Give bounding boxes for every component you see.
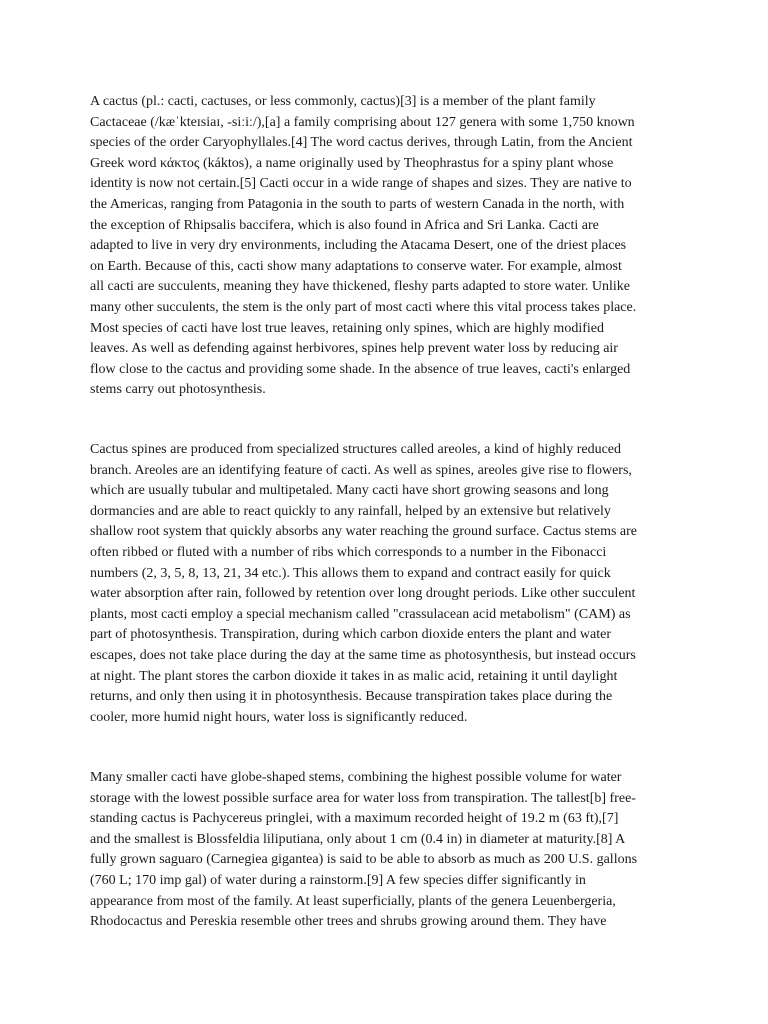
- text-line: flow close to the cactus and providing some shade. In the absence of true leaves, cacti's enlarged: [90, 361, 631, 377]
- text-line: appearance from most of the family. At least superficially, plants of the genera Leuenbergeria,: [90, 893, 616, 909]
- text-line: identity is now not certain.[5] Cacti occur in a wide range of shapes and sizes. They are native to: [90, 176, 632, 192]
- text-line: Greek word κάκτος (káktos), a name originally used by Theophrastus for a spiny plant whose: [90, 155, 614, 171]
- text-line: the exception of Rhipsalis baccifera, which is also found in Africa and Sri Lanka. Cacti are: [90, 217, 599, 233]
- text-line: and the smallest is Blossfeldia liliputiana, only about 1 cm (0.4 in) in diameter at maturity.[8] A: [90, 831, 626, 847]
- paragraph-spines: [90, 440, 680, 728]
- text-line: storage with the lowest possible surface area for water loss from transpiration. The tallest[b] free-: [90, 790, 636, 806]
- text-line: at night. The plant stores the carbon dioxide it takes in as malic acid, retaining it until daylight: [90, 668, 618, 684]
- text-line: often ribbed or fluted with a number of ribs which corresponds to a number in the Fibonacci: [90, 544, 607, 560]
- text-line: all cacti are succulents, meaning they have thickened, fleshy parts adapted to store water. Unlike: [90, 279, 630, 295]
- text-line: plants, most cacti employ a special mechanism called "crassulacean acid metabolism" (CAM) as: [90, 606, 631, 622]
- text-line: which are usually tubular and multipetaled. Many cacti have short growing seasons and long: [90, 483, 609, 499]
- text-line: fully grown saguaro (Carnegiea gigantea) is said to be able to absorb as much as 200 U.S. gallons: [90, 852, 638, 868]
- text-line: Cactus spines are produced from specialized structures called areoles, a kind of highly reduced: [90, 442, 622, 457]
- text-line: stems carry out photosynthesis.: [90, 382, 266, 398]
- text-line: A cactus (pl.: cacti, cactuses, or less commonly, cactus)[3] is a member of the plant family: [90, 94, 596, 109]
- text-line: escapes, does not take place during the day at the same time as photosynthesis, but instead occurs: [90, 647, 636, 663]
- text-line: branch. Areoles are an identifying feature of cacti. As well as spines, areoles give rise to flowers,: [90, 462, 632, 478]
- text-line: water absorption after rain, followed by retention over long drought periods. Like other succulent: [90, 586, 636, 602]
- text-line: Many smaller cacti have globe-shaped stems, combining the highest possible volume for water: [90, 770, 622, 785]
- text-line: returns, and only then using it in photosynthesis. Because transpiration takes place during the: [90, 689, 613, 705]
- text-line: leaves. As well as defending against herbivores, spines help prevent water loss by reducing air: [90, 341, 618, 357]
- text-line: Rhodocactus and Pereskia resemble other trees and shrubs growing around them. They have: [90, 914, 607, 930]
- text-line: Most species of cacti have lost true leaves, retaining only spines, which are highly modified: [90, 320, 604, 336]
- text-line: (760 L; 170 imp gal) of water during a rainstorm.[9] A few species differ significantly in: [90, 872, 586, 888]
- text-line: shallow root system that quickly absorbs any water reaching the ground surface. Cactus stems are: [90, 524, 638, 540]
- text-line: numbers (2, 3, 5, 8, 13, 21, 34 etc.). This allows them to expand and contract easily for quick: [90, 565, 611, 581]
- paragraph-sizes: [90, 768, 680, 933]
- text-line: the Americas, ranging from Patagonia in the south to parts of western Canada in the north, with: [90, 196, 625, 212]
- text-line: Cactaceae (/kæˈkteɪsiaɪ, -siːiː/),[a] a family comprising about 127 genera with some 1,750 known: [90, 114, 635, 130]
- text-line: on Earth. Because of this, cacti show many adaptations to conserve water. For example, almost: [90, 258, 622, 274]
- text-line: adapted to live in very dry environments, including the Atacama Desert, one of the driest places: [90, 238, 627, 254]
- text-line: many other succulents, the stem is the only part of most cacti where this vital process takes place.: [90, 299, 637, 315]
- text-line: part of photosynthesis. Transpiration, during which carbon dioxide enters the plant and water: [90, 627, 612, 643]
- text-line: dormancies and are able to react quickly to any rainfall, helped by an extensive but relatively: [90, 503, 611, 519]
- paragraph-intro: [90, 92, 680, 401]
- text-line: cooler, more humid night hours, water loss is significantly reduced.: [90, 709, 468, 725]
- text-line: species of the order Caryophyllales.[4] The word cactus derives, through Latin, from the Ancient: [90, 135, 633, 151]
- text-line: standing cactus is Pachycereus pringlei, with a maximum recorded height of 19.2 m (63 ft),[7]: [90, 811, 619, 827]
